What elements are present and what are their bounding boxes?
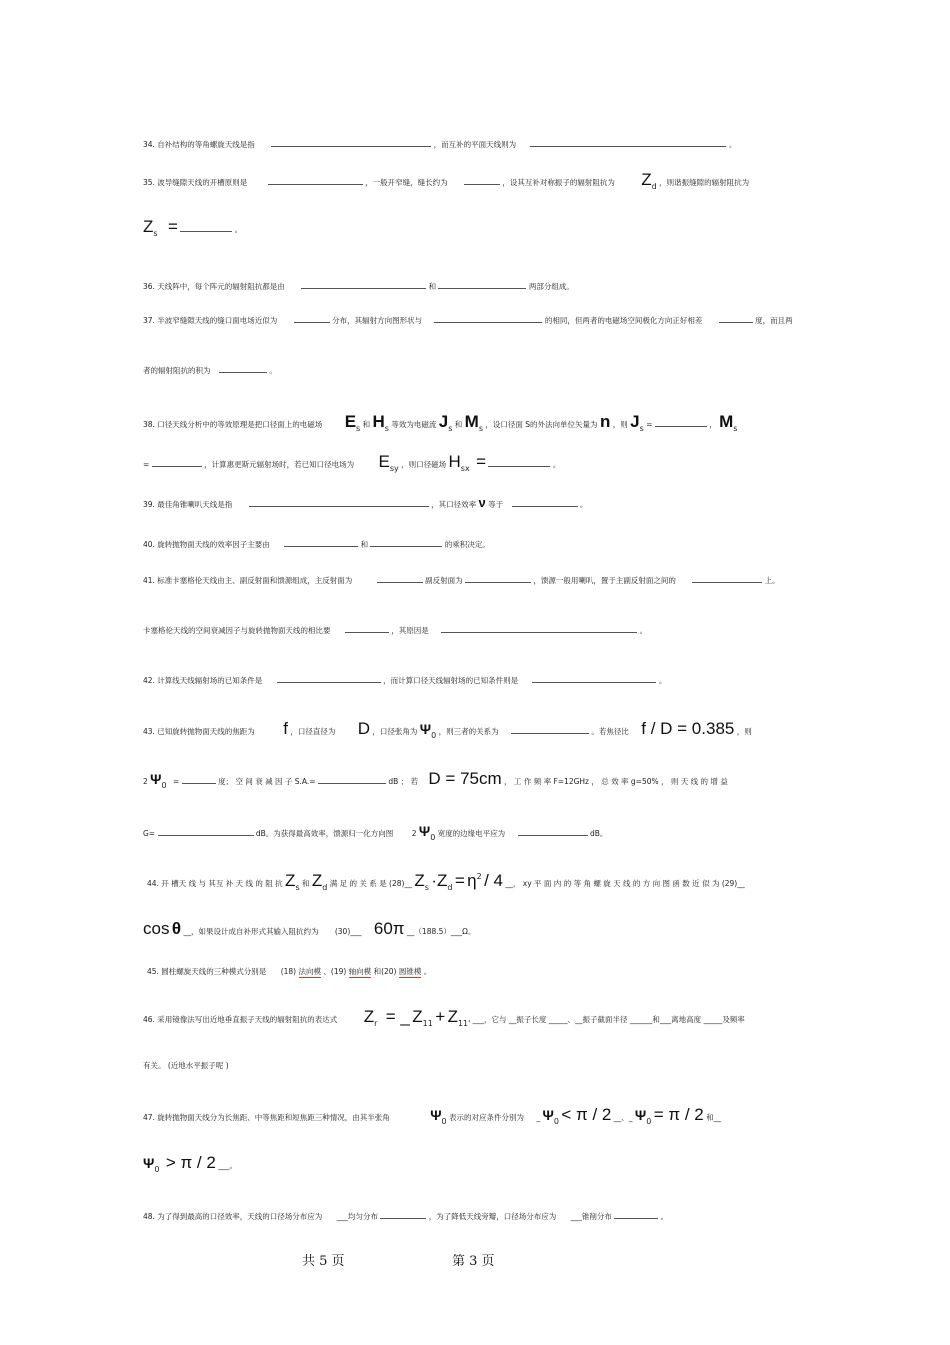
- q38-blank-1[interactable]: [655, 418, 707, 427]
- q38-blank-3[interactable]: [488, 458, 550, 467]
- q43-line-3: G= dB。为获得最高效率，馈源归一化方向图 2 Ψ0 宽度的边缘电平应为 dB。: [143, 823, 608, 842]
- q43-line: 43. 已知旋转抛物面天线的焦距为 f ，口径直径为 D ，口径张角为 Ψ0 ，则三者的关系为 。若焦径比 f / D = 0.385 ，则: [143, 719, 752, 740]
- q41-line-2: 卡塞格伦天线的空间衰减因子与旋转抛物面天线的相比要 ，其原因是 。: [143, 626, 648, 635]
- q46-line-2: 有关。 (近地水平振子呢 ): [143, 1061, 229, 1070]
- q43-blank-5[interactable]: [518, 827, 588, 836]
- q48-line: 48. 为了得到最高的口径效率，天线的口径场分布应为 ___均匀分布 ，为了降低天线旁瓣，口径场分布应为 ___锥削分布 。: [143, 1212, 669, 1221]
- q40-blank-1[interactable]: [284, 538, 358, 547]
- q45-answer-3: 圆锥模: [398, 967, 422, 976]
- q41-line: 41. 标准卡塞格伦天线由主、副反射面和馈源组成，主反射面为 副反射面为 ，馈源一般用喇叭，置于主副反射面之间的 上。: [143, 576, 780, 585]
- q43-blank-4[interactable]: [158, 827, 254, 836]
- q38-blank-2[interactable]: [152, 458, 202, 467]
- page-number: 第 3 页: [452, 1254, 495, 1269]
- q35-blank-1[interactable]: [268, 176, 363, 185]
- q44-line-2: cos θ __，如果设计成自补形式其输入阻抗约为 (30)___ 60π __（188.5）___Ω。: [143, 919, 476, 938]
- q39-blank-2[interactable]: [512, 498, 578, 507]
- q43-blank-3[interactable]: [318, 775, 386, 784]
- q37-line: 37. 半波窄缝隙天线的缝口面电场近似为 分布，其辐射方向图形状与 的相同，但两者的电磁场空间极化方向正好相差 度，而且两: [143, 316, 793, 325]
- q35-line: 35. 波导缝隙天线的开槽原则是 ，一般开窄缝，缝长约为 ，设其互补对称振子的辐射阻抗为 Zd ，则谐振缝隙的辐射阻抗为: [143, 170, 750, 191]
- q48-blank-1[interactable]: [380, 1210, 426, 1219]
- q37-blank-1[interactable]: [294, 314, 330, 323]
- q47-line: 47. 旋转抛物面天线分为长焦距、中等焦距和短焦距三种情况，由其半张角 Ψ0 表示的对应条件分别为 _ Ψ0 < π / 2 __、_ Ψ0 = π / 2 和__: [143, 1105, 722, 1126]
- q36-line: 36. 天线阵中，每个阵元的辐射阻抗都是由 和 两部分组成。: [143, 282, 574, 291]
- q39-line: 39. 最佳角锥喇叭天线是指 ，其口径效率 ν 等于 。: [143, 495, 588, 510]
- page-total: 共 5 页: [302, 1254, 345, 1269]
- q37-blank-2[interactable]: [434, 314, 542, 323]
- q45-answer-2: 轴向模: [348, 967, 372, 976]
- q35-blank-2[interactable]: [464, 176, 500, 185]
- q38-line: 38. 口径天线分析中的等效原理是把口径面上的电磁场 Es 和 Hs 等效为电磁流 Js 和 Ms ，设口径面 S的外法向单位矢量为 n ，则 Js = ， Ms: [143, 412, 738, 433]
- q41-blank-2[interactable]: [465, 574, 531, 583]
- q37-line-2: 者的辐射阻抗的积为 。: [143, 366, 277, 375]
- q44-line: 44. 开 槽天 线 与 其互 补 天 线 的 阻 抗 Zs 和 Zd 满 足 的 关 系 是 (28)__ Zs ·Zd = η2 / 4 __， xy 平 面 内 的 等 角 螺 旋 天 线 的 方 向 图 函 数 近 似 为 (29)__: [147, 871, 745, 892]
- q35-blank-3[interactable]: [180, 223, 232, 232]
- q38-line-2: = ，计算惠更斯元辐射场时，若已知口径电场为 Esy ，则口径磁场 Hsx = 。: [143, 452, 561, 473]
- q37-blank-3[interactable]: [719, 314, 753, 323]
- q42-line: 42. 计算线天线辐射场的已知条件是 ，而计算口径天线辐射场的已知条件则是 。: [143, 676, 667, 685]
- q35-line-2: Zs = 。: [143, 217, 243, 238]
- q41-blank-3[interactable]: [692, 574, 762, 583]
- q46-line: 46. 采用镜像法写出近地垂直振子天线的辐射阻抗的表达式 Zr = _ Z11 + Z11' ___，它与 __振子长度 _____、__振子截面半径 ______和___离地高度 _____及频率: [143, 1007, 745, 1028]
- q42-blank-1[interactable]: [277, 674, 381, 683]
- q43-blank-2[interactable]: [182, 775, 216, 784]
- q43-blank-1[interactable]: [511, 725, 589, 734]
- q41-blank-1[interactable]: [377, 574, 423, 583]
- q36-blank-1[interactable]: [301, 280, 426, 289]
- q41-blank-4[interactable]: [345, 624, 389, 633]
- q34-blank-1[interactable]: [271, 138, 431, 147]
- q34-line: 34. 自补结构的等角螺旋天线是指 ，而互补的平面天线则为 。: [143, 140, 737, 149]
- q45-line: 45. 圆柱螺旋天线的三种模式分别是 (18) 法向模 、(19) 轴向模 和(20) 圆锥模 。: [147, 967, 432, 976]
- q34-blank-2[interactable]: [530, 138, 726, 147]
- q37-blank-4[interactable]: [219, 364, 267, 373]
- q42-blank-2[interactable]: [532, 674, 656, 683]
- q47-line-2: Ψ0 > π / 2 ___。: [143, 1153, 237, 1174]
- q40-blank-2[interactable]: [370, 538, 442, 547]
- q43-line-2: 2 Ψ0 = 度； 空 间 衰 减 因 子 S.A.= dB ； 若 D = 75cm ， 工 作 频 率 F=12GHz ， 总 效 率 g=50% ， 则 天 线 的 增 益: [143, 769, 728, 790]
- q48-blank-2[interactable]: [614, 1210, 658, 1219]
- q45-answer-1: 法向模: [298, 967, 321, 976]
- q36-blank-2[interactable]: [438, 280, 526, 289]
- q39-blank-1[interactable]: [249, 498, 429, 507]
- q41-blank-5[interactable]: [441, 624, 637, 633]
- q40-line: 40. 旋转抛物面天线的效率因子主要由 和 的乘积决定。: [143, 540, 490, 549]
